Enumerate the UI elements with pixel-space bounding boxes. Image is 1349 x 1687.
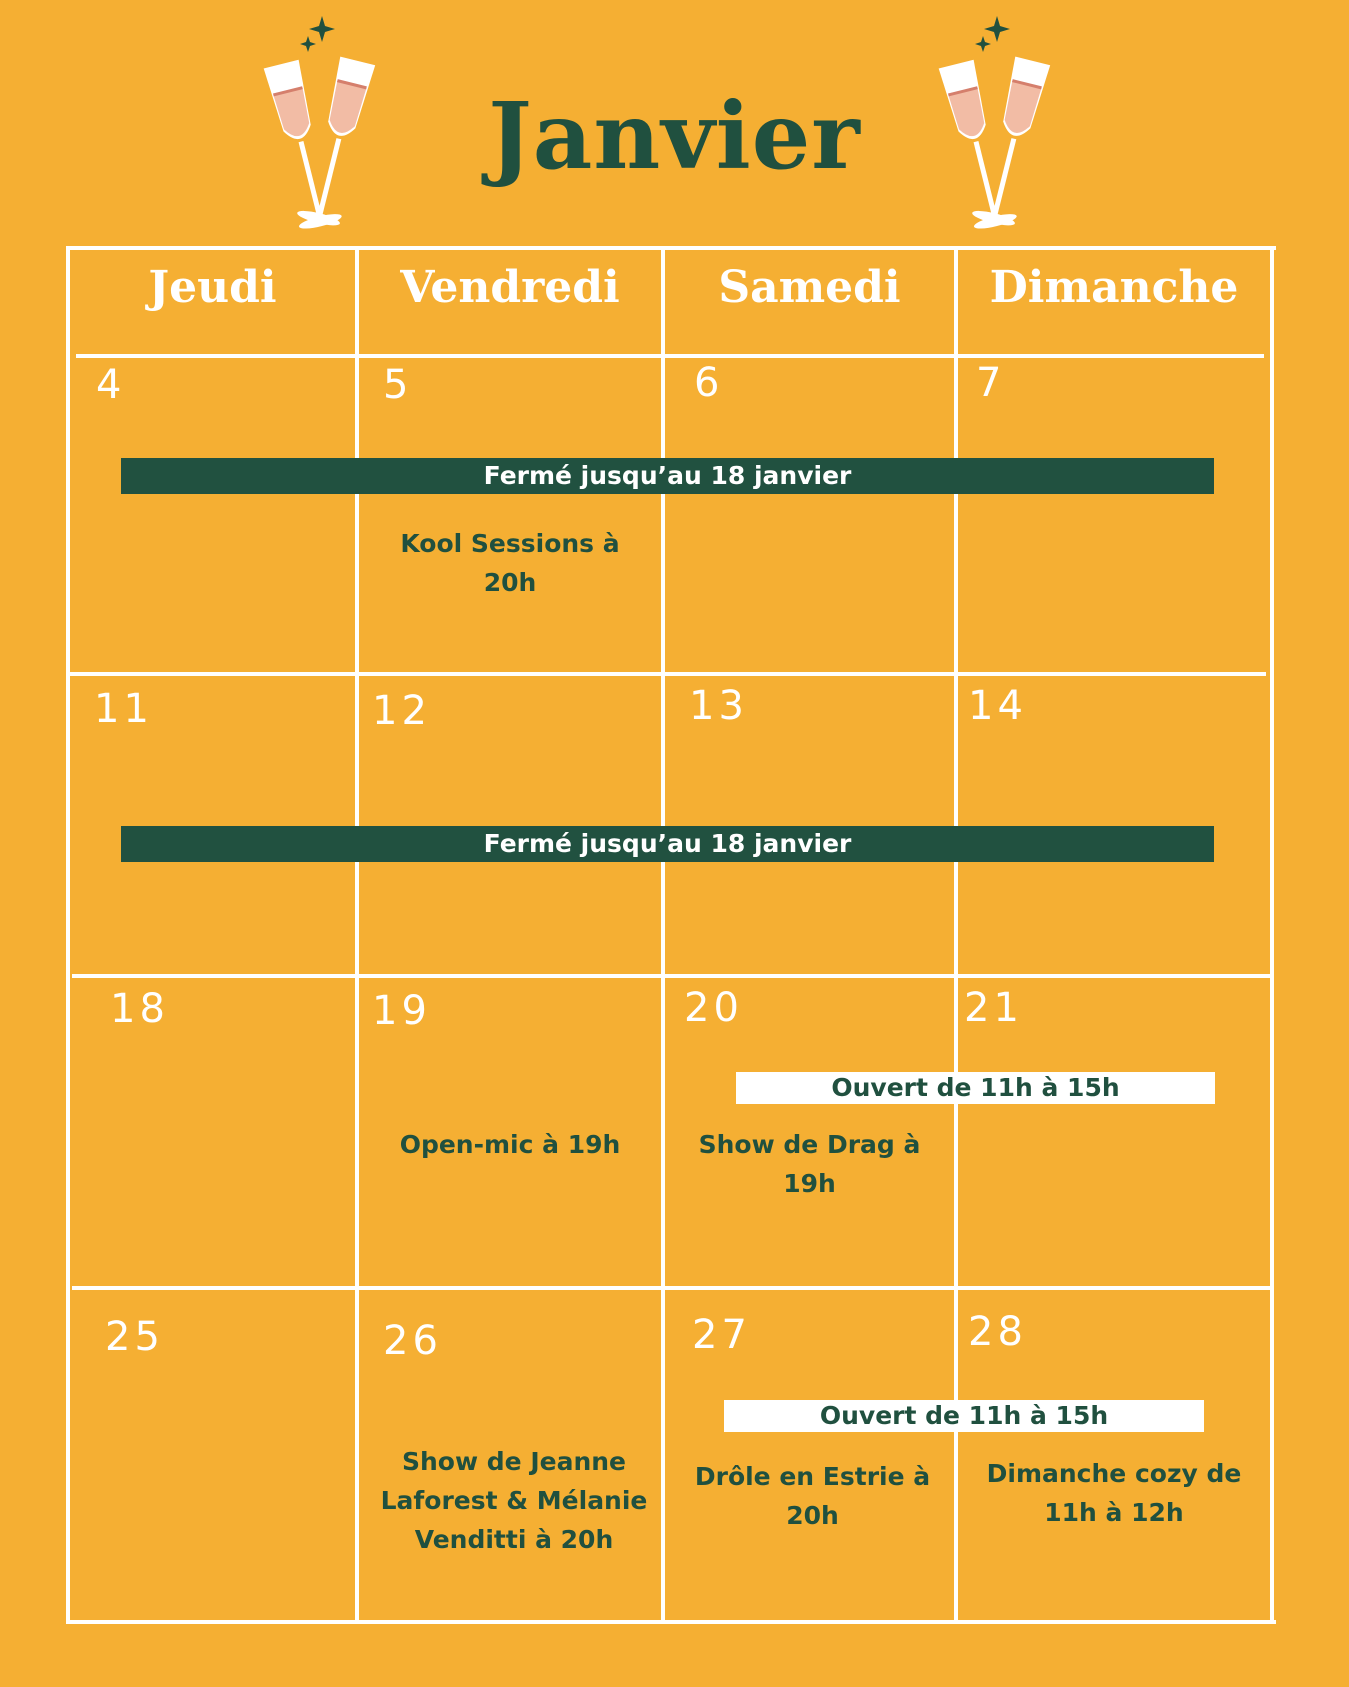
date-number: 20	[684, 985, 743, 1031]
day-header-dimanche: Dimanche	[989, 262, 1239, 313]
grid-line-header	[76, 354, 1264, 358]
day-header-vendredi: Vendredi	[400, 262, 620, 313]
grid-col-2	[661, 246, 665, 1622]
event-drag-show: Show de Drag à 19h	[698, 1130, 921, 1198]
date-number: 6	[694, 360, 724, 406]
open-banner: Ouvert de 11h à 15h	[736, 1072, 1215, 1104]
open-banner: Ouvert de 11h à 15h	[724, 1400, 1204, 1432]
grid-border-left	[66, 246, 70, 1624]
event-jeanne-show: Show de Jeanne Laforest & Mélanie Venditti à 20h	[380, 1447, 648, 1554]
date-number: 12	[372, 688, 431, 734]
date-number: 26	[383, 1318, 442, 1364]
event-open-mic: Open-mic à 19h	[399, 1130, 621, 1159]
date-number: 19	[372, 988, 431, 1034]
grid-border-bottom	[66, 1620, 1276, 1624]
date-number: 21	[964, 985, 1023, 1031]
grid-col-1	[355, 246, 359, 1622]
grid-line-row1	[70, 672, 1266, 676]
page-title: Janvier	[488, 82, 861, 190]
day-header-jeudi: Jeudi	[148, 262, 277, 313]
day-header-samedi: Samedi	[718, 262, 901, 313]
champagne-glasses-icon	[915, 12, 1085, 247]
grid-border-top	[66, 246, 1276, 250]
event-kool-sessions: Kool Sessions à 20h	[400, 529, 620, 597]
date-number: 13	[689, 683, 748, 729]
date-number: 11	[94, 686, 153, 732]
grid-line-row2	[72, 974, 1272, 978]
sparkle-icon	[309, 16, 335, 42]
date-number: 7	[976, 360, 1006, 406]
date-number: 25	[105, 1314, 164, 1360]
date-number: 18	[110, 986, 169, 1032]
sparkle-icon	[984, 16, 1010, 42]
date-number: 5	[383, 362, 413, 408]
champagne-glasses-icon	[240, 12, 410, 247]
closed-banner: Fermé jusqu’au 18 janvier	[121, 458, 1214, 494]
date-number: 28	[968, 1309, 1027, 1355]
date-number: 14	[968, 683, 1027, 729]
event-drole-estrie: Drôle en Estrie à 20h	[694, 1462, 931, 1530]
grid-line-row3	[72, 1286, 1272, 1290]
date-number: 4	[96, 362, 126, 408]
grid-border-right	[1270, 246, 1274, 1624]
event-dimanche-cozy: Dimanche cozy de 11h à 12h	[986, 1459, 1242, 1527]
date-number: 27	[692, 1312, 751, 1358]
closed-banner: Fermé jusqu’au 18 janvier	[121, 826, 1214, 862]
